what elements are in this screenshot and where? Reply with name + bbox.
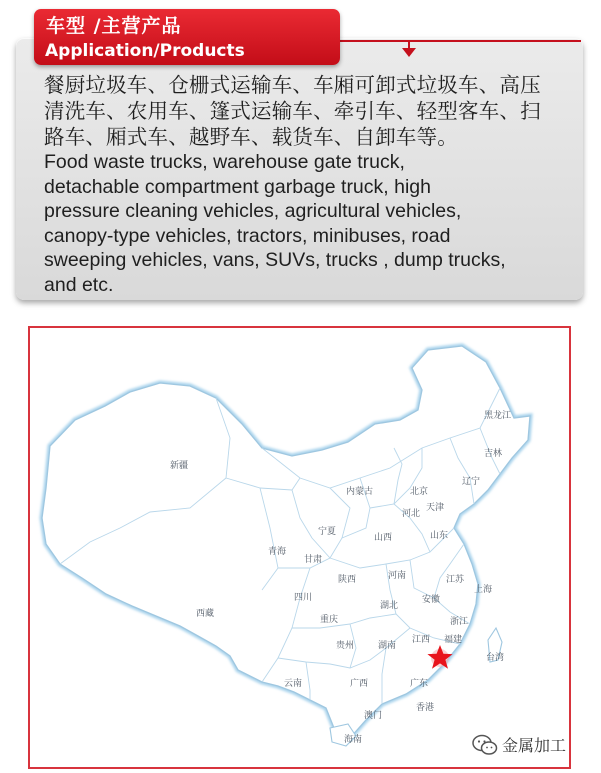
region-label: 湖南 [378,641,397,651]
description-en-line: sweeping vehicles, vans, SUVs, trucks , dump trucks, [44,249,506,272]
region-label: 安徽 [422,595,441,605]
region-label: 河南 [388,571,407,581]
region-label: 广西 [350,679,369,689]
region-label: 香港 [416,703,435,713]
region-label: 北京 [410,487,429,497]
section-badge [34,9,340,65]
region-label: 云南 [284,679,303,689]
region-label: 宁夏 [318,527,337,537]
region-label: 吉林 [484,449,503,459]
region-label: 新疆 [170,461,189,471]
region-label: 浙江 [450,617,469,627]
wechat-icon [472,734,498,756]
brand-label: 金属加工 [502,736,567,755]
region-label: 广东 [410,679,429,689]
description-en-line: pressure cleaning vehicles, agricultural vehicles, [44,200,462,223]
region-label: 天津 [426,503,445,513]
china-map [30,328,569,767]
region-label: 山东 [430,531,449,541]
region-label: 陕西 [338,575,357,585]
region-label: 贵州 [336,641,355,651]
description-cn-line: 餐厨垃圾车、仓栅式运输车、车厢可卸式垃圾车、高压 [44,73,541,97]
description-cn-line: 清洗车、农用车、篷式运输车、牵引车、轻型客车、扫 [44,99,541,123]
region-label: 重庆 [320,615,339,625]
section-title-cn: 车型 /主营产品 [46,15,182,37]
description-en-line: Food waste trucks, warehouse gate truck, [44,151,405,173]
section-title-en: Application/Products [45,41,245,61]
region-label: 江西 [412,635,431,645]
header-rule [338,40,581,42]
brand-watermark [472,733,566,756]
region-label: 台湾 [486,653,505,663]
region-label: 河北 [402,509,421,519]
region-label: 西藏 [196,609,215,619]
region-label: 澳门 [364,711,383,721]
region-label: 甘肃 [304,555,323,565]
region-label: 内蒙古 [346,487,374,497]
description-en-line: detachable compartment garbage truck, high [44,175,431,198]
arrow-down-icon [402,48,416,57]
region-label: 山西 [374,533,393,543]
china-map-frame [28,326,571,769]
region-label: 四川 [294,593,313,603]
region-label: 福建 [444,635,463,645]
region-label: 黑龙江 [484,411,512,421]
description-en-line: canopy-type vehicles, tractors, minibuses, road [44,224,451,247]
description-cn [44,72,569,150]
region-label: 辽宁 [462,477,481,487]
region-label: 江苏 [446,575,465,585]
description-cn-line: 路车、厢式车、越野车、载货车、自卸车等。 [44,125,458,149]
region-label: 湖北 [380,601,399,611]
region-label: 海南 [344,735,363,745]
description-en-line: and etc. [44,273,114,296]
region-label: 青海 [268,547,287,557]
region-label: 上海 [474,585,493,595]
description-en [44,150,569,298]
product-description [44,72,569,298]
